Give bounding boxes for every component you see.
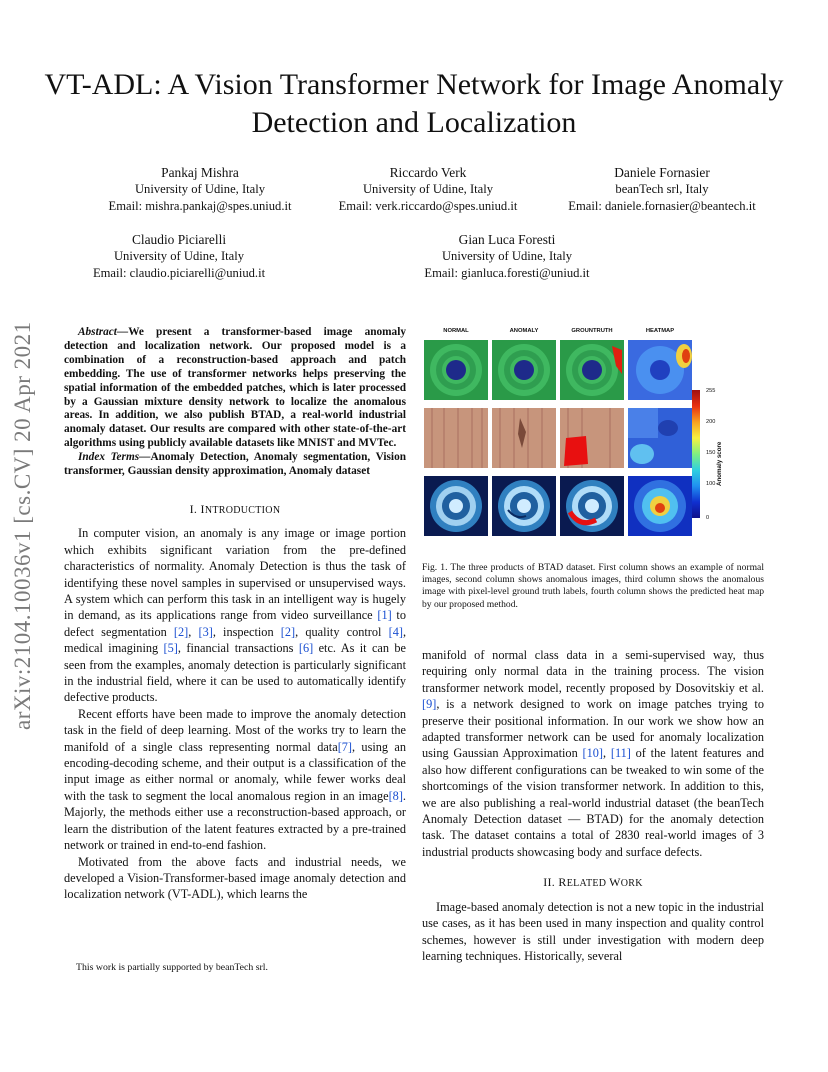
author-affiliation: University of Udine, Italy [134, 182, 266, 196]
colorbar-tick: 0 [706, 515, 710, 521]
author-name: Pankaj Mishra [161, 165, 239, 180]
citation-link[interactable]: [1] [377, 608, 392, 623]
figure-caption: Fig. 1. The three products of BTAD dataset. First column shows an example of normal images, second column shows anomalous images, third column shows the anomalous image with pixel-level ground truth labels, fourth column shows the predicted heat map by our proposed method. [422, 562, 764, 610]
colorbar-tick: 100 [706, 481, 716, 487]
heatmap-product1 [628, 340, 692, 400]
author-affiliation: University of Udine, Italy [362, 182, 494, 196]
body-paragraph: Image-based anomaly detection is not a new topic in the industrial use cases, as it has been used in many inspection and quality control schemes, however is still under investigation with modern deep learning techniques. Historically, several [422, 899, 764, 963]
citation-link[interactable]: [2] [280, 624, 296, 639]
abstract: Abstract—We present a transformer-based image anomaly detection and localization network. Our proposed model is a combination of a reconstruction-based approach and patch embedding. The use of transformer networks helps preserving the spatial information of the embedded patches, which is later processed by a Gaussian mixture density network to localize the anomalous areas. In addition, we also publish BTAD, a real-world industrial anomaly dataset. Our results are compared with other state-of-the-art algorithms using publicly available datasets like MNIST and MVTec. [64, 326, 406, 450]
index-terms-text: Anomaly Detection, Anomaly segmentation, Vision transformer, Gaussian density approximation, Anomaly dataset [64, 451, 406, 478]
index-terms-label: Index Terms [78, 451, 140, 464]
heatmap-product3 [628, 476, 692, 536]
section-heading-related-work: II. RELATED WORK [543, 875, 643, 890]
groundtruth-image-product2 [560, 408, 624, 468]
intro-paragraph: In computer vision, an anomaly is any image or image portion which exhibits significant variation from the pre-defined characteristics of normality. Anomaly Detection is thus the task of identifying these novel samples in supervised or unsupervised ways. A system which can perform this task in an intelligent way is hugely in demand, as its applications range from video surveillance [1] to defect segmentation [2], [3], inspection [2], quality control [4], medical imagining [5], financial transactions [6] etc. As it can be seen from the examples, anomaly detection is particularly significant in the industrial field, where it can be used to automatically identify defective products. [64, 526, 407, 705]
column-header: ANOMALY [509, 328, 539, 334]
author-block [560, 164, 764, 215]
groundtruth-image-product3 [560, 476, 624, 536]
colorbar-tick: 200 [706, 419, 716, 425]
citation-link[interactable]: [3] [198, 624, 213, 639]
colorbar [692, 390, 700, 518]
anomaly-image-product1 [492, 340, 556, 400]
arxiv-identifier: arXiv:2104.10036v1 [cs.CV] 20 Apr 2021 [10, 321, 35, 730]
author-block [64, 231, 294, 282]
author-email: Email: daniele.fornasier@beantech.it [568, 199, 756, 213]
author-name: Gian Luca Foresti [458, 232, 556, 247]
author-name: Claudio Piciarelli [131, 232, 227, 247]
author-block [100, 164, 300, 215]
intro-paragraph: Recent efforts have been made to improve the anomaly detection task in the field of deep learning. Most of the works try to learn the manifold of a single class representing normal data[7], using an encoding-decoding scheme, and their output is a classification of the input image as either normal or anomaly, while fewer works deal with the task to segment the local anomalous region in an image[8]. Majorly, the methods either use a reconstruction-based approach, or learn the distribution of the latent features extracted by a pre-trained network or trained in end-to-end fashion. [64, 706, 406, 853]
paper-title: VT-ADL: A Vision Transformer Network for Image Anomaly Detection and Localization [44, 68, 784, 139]
colorbar-label: Anomaly score [716, 441, 723, 486]
footnote: This work is partially supported by beanTech srl. [76, 962, 268, 973]
column-header: GROUNTRUTH [571, 328, 613, 334]
column-header: NORMAL [443, 328, 469, 334]
author-affiliation: University of Udine, Italy [113, 249, 245, 263]
normal-image-product2 [424, 408, 488, 468]
author-email: Email: gianluca.foresti@uniud.it [424, 266, 590, 280]
abstract-text: We present a transformer-based image anomaly detection and localization network. Our proposed model is a combination of a reconstruction-based approach and patch embedding. The use of transformer networks helps preserving the spatial information of the embedded patches, which is later processed by a Gaussian mixture density network to localize the anomalous areas. In addition, we also publish BTAD, a real-world industrial anomaly dataset. Our results are compared with other state-of-the-art algorithms using publicly available datasets like MNIST and MVTec. [64, 326, 406, 450]
body-paragraph: manifold of normal class data in a semi-supervised way, thus requiring only normal data in the training process. The vision transformer network model, recently proposed by Dosovitskiy et al. [9], is a network designed to work on image patches trying to preserve their positional information. In our work we show how an adapted transformer network can be used for anomaly localization using Gaussian Approximation [10], [11] of the latent features and also how different configurations can be tweaked to win some of the shortcomings of the vision transformer network. In addition to this, we are also publishing a real-world industrial dataset (the beanTech Anomaly Detection dataset — BTAD) for the anomaly detection task. The dataset contains a total of 2830 real-world images of 3 industrial products showcasing body and surface defects. [422, 648, 764, 859]
citation-link[interactable]: [9] [422, 697, 437, 712]
citation-link[interactable]: [5] [163, 641, 178, 656]
figure-1 [424, 328, 744, 530]
colorbar-tick: 255 [706, 388, 716, 394]
author-name: Riccardo Verk [389, 165, 467, 180]
author-affiliation: University of Udine, Italy [441, 249, 573, 263]
colorbar-tick: 150 [706, 450, 716, 456]
index-terms: Index Terms—Anomaly Detection, Anomaly segmentation, Vision transformer, Gaussian density approximation, Anomaly dataset [64, 451, 406, 478]
citation-link[interactable]: [2] [173, 624, 189, 639]
citation-link[interactable]: [11] [610, 746, 631, 761]
author-block [402, 231, 612, 282]
left-column [64, 326, 406, 903]
author-email: Email: claudio.piciarelli@uniud.it [92, 266, 266, 280]
anomaly-image-product2 [492, 408, 556, 468]
right-column [422, 647, 764, 964]
author-email: Email: mishra.pankaj@spes.uniud.it [108, 199, 292, 213]
author-email: Email: verk.riccardo@spes.uniud.it [338, 199, 518, 213]
citation-link[interactable]: [8] [388, 788, 403, 803]
normal-image-product3 [424, 476, 488, 536]
column-header: HEATMAP [645, 328, 675, 334]
intro-paragraph: Motivated from the above facts and industrial needs, we developed a Vision-Transformer-based image anomaly detection and localization network (VT-ADL), which learns the [64, 854, 406, 902]
heatmap-product2 [628, 408, 692, 468]
author-block [328, 164, 528, 215]
normal-image-product1 [424, 340, 488, 400]
author-name: Daniele Fornasier [614, 165, 710, 180]
groundtruth-image-product1 [560, 340, 624, 400]
anomaly-image-product3 [492, 476, 556, 536]
citation-link[interactable]: [10] [582, 746, 603, 761]
citation-link[interactable]: [7] [337, 739, 353, 754]
abstract-label: Abstract [78, 326, 117, 338]
citation-link[interactable]: [6] [298, 641, 314, 656]
citation-link[interactable]: [4] [388, 624, 403, 639]
author-affiliation: beanTech srl, Italy [615, 182, 709, 196]
section-heading-introduction: I. INTRODUCTION [189, 501, 281, 516]
